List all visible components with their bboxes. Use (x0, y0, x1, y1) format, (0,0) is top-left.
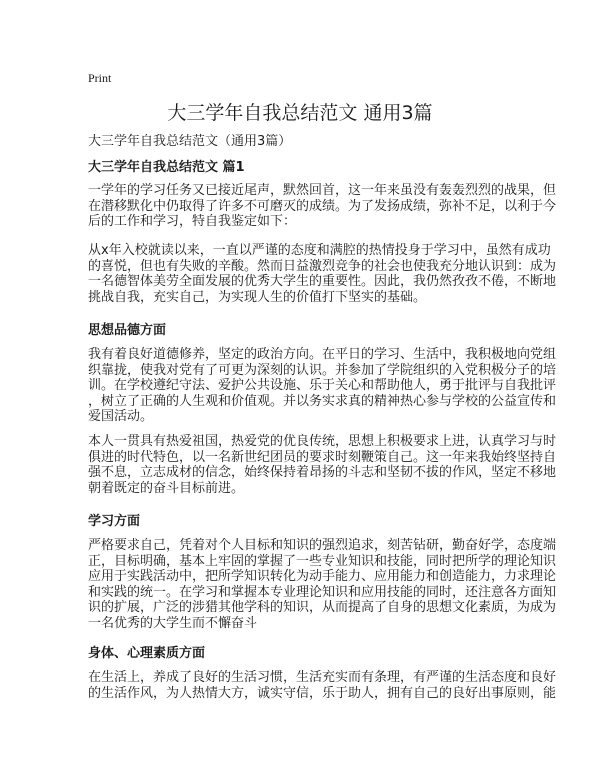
paragraph-line: 在生活上，养成了良好的生活习惯，生活充实而有条理，有严谨的生活态度和良好 (88, 670, 557, 685)
paragraph-line: 和实践的统一。在学习和掌握本专业理论知识和应用技能的同时，还注意各方面知 (88, 584, 557, 600)
paragraph-line: 识的扩展，广泛的涉猎其他学科的知识，从而提高了自身的思想文化素质，为成为 (88, 600, 557, 616)
paragraph-line: 织靠拢，使我对党有了可更为深刻的认识。并参加了学院组织的入党积极分子的培 (88, 362, 557, 378)
paragraph-line: 爱国活动。 (88, 409, 154, 425)
section-heading: 身体、心理素质方面 (88, 646, 206, 661)
paragraph-line: 的喜悦，但也有失败的辛酸。然而日益激烈竞争的社会也使我充分地认识到：成为 (88, 258, 557, 274)
section-heading: 学习方面 (88, 514, 141, 529)
paragraph-line: 正，目标明确，基本上牢固的掌握了一些专业知识和技能，同时把所学的理论知识 (88, 553, 557, 569)
paragraph (88, 670, 557, 701)
paragraph-line: ，树立了正确的人生观和价值观。并以务实求真的精神热心参与学校的公益宣传和 (88, 393, 557, 409)
paragraph-line: 一学年的学习任务又已接近尾声，默然回首，这一年来虽没有轰轰烈烈的战果，但 (88, 183, 557, 198)
paragraph-line: 应用于实践活动中，把所学知识转化为动手能力、应用能力和创造能力，力求理论 (88, 569, 557, 585)
paragraph-line: 训。在学校遵纪守法、爱护公共设施、乐于关心和帮助他人，勇于批评与自我批评 (88, 378, 557, 394)
paragraph-line: 在潜移默化中仍取得了许多不可磨灭的成绩。为了发扬成绩，弥补不足，以利于今 (88, 198, 557, 214)
paragraph-line: 本人一贯具有热爱祖国，热爱党的优良传统，思想上积极要求上进，认真学习与时 (88, 434, 557, 449)
document-title: 大三学年自我总结范文 通用3篇 (167, 102, 433, 124)
document-subtitle: 大三学年自我总结范文（通用3篇） (88, 134, 292, 149)
paragraph-line: 从x年入校就读以来，一直以严谨的态度和满腔的热情投身于学习中，虽然有成功 (88, 243, 551, 258)
print-label: Print (88, 71, 112, 85)
paragraph (88, 243, 557, 305)
paragraph-line: 强不息，立志成材的信念，始终保持着昂扬的斗志和坚韧不拔的作风，坚定不移地 (88, 465, 557, 481)
paragraph-line: 我有着良好道德修养，坚定的政治方向。在平日的学习、生活中，我积极地向党组 (88, 347, 557, 362)
paragraph (88, 183, 557, 230)
paragraph-line: 一名优秀的大学生而不懈奋斗 (88, 615, 258, 631)
paragraph-line: 后的工作和学习，特自我鉴定如下： (88, 214, 297, 230)
paragraph (88, 434, 557, 496)
paragraph-line: 朝着既定的奋斗目标前进。 (88, 480, 245, 496)
paragraph-line: 的生活作风，为人热情大方，诚实守信，乐于助人，拥有自己的良好出事原则，能 (88, 685, 557, 701)
paragraph-line: 严格要求自己，凭着对个人目标和知识的强烈追求，刻苦钻研，勤奋好学，态度端 (88, 538, 557, 553)
section-title: 大三学年自我总结范文 篇1 (88, 160, 245, 175)
paragraph (88, 538, 557, 632)
paragraph (88, 347, 557, 425)
section-heading: 思想品德方面 (88, 323, 167, 338)
paragraph-line: 挑战自我，充实自己，为实现人生的价值打下坚实的基础。 (88, 289, 427, 305)
paragraph-line: 俱进的时代特色，以一名新世纪团员的要求时刻鞭策自己。这一年来我始终坚持自 (88, 449, 557, 465)
paragraph-line: 一名德智体美劳全面发展的优秀大学生的重要性。因此，我仍然孜孜不倦，不断地 (88, 274, 557, 290)
